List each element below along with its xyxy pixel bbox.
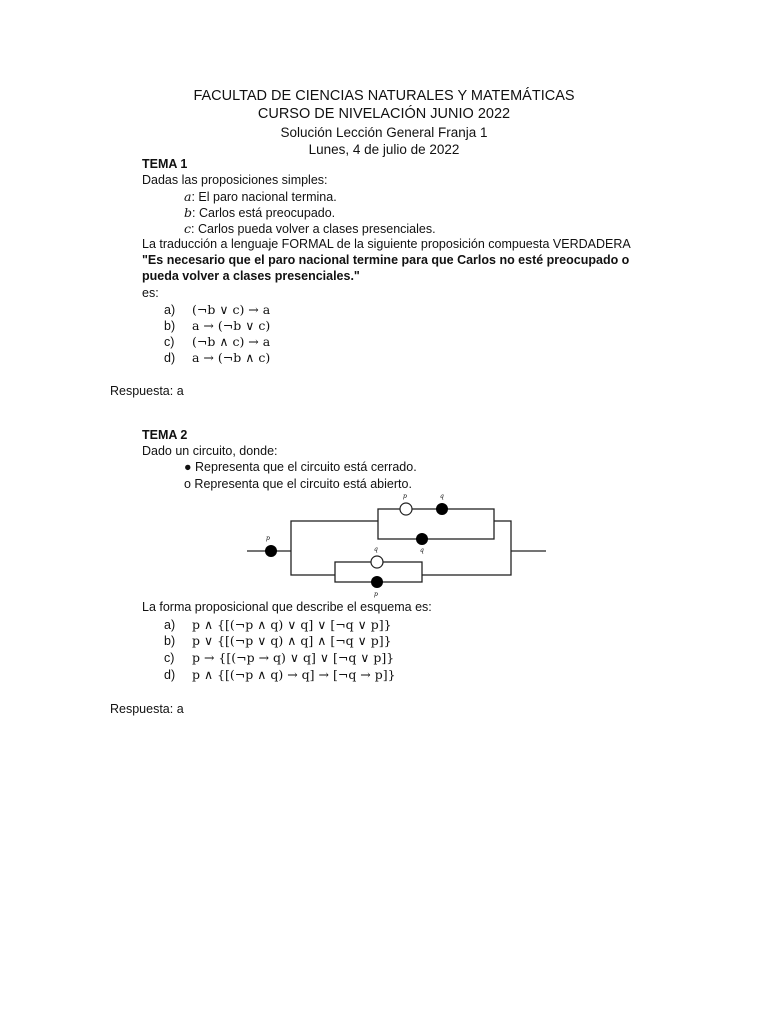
label-p-bottom: p [374,591,378,598]
tema1-statement: La traducción a lenguaje FORMAL de la siguiente proposición compuesta VERDADERA [142,237,631,251]
option-label: b) [164,634,176,648]
legend-closed: ● Representa que el circuito está cerrado. [184,460,417,474]
option-label: d) [164,351,176,365]
tema2-option-d [164,667,396,682]
prop-b-text: : Carlos está preocupado. [192,206,336,220]
switch-q-open [371,556,383,568]
label-p-left: p [266,535,270,542]
switch-p-closed [265,545,277,557]
option-formula: a → (¬b ∧ c) [192,350,271,365]
option-label: c) [164,335,175,349]
tema1-option-b [164,318,270,333]
tema1-option-d [164,350,270,365]
lesson-title: Solución Lección General Franja 1 [280,125,488,140]
legend-open: o Representa que el circuito está abierto. [184,477,412,491]
tema1-answer: Respuesta: a [110,384,184,398]
tema2-question: La forma proposicional que describe el esquema es: [142,600,432,614]
prop-a-text: : El paro nacional termina. [191,190,337,204]
option-formula: p ∧ {[(¬p ∧ q) → q] → [¬q → p]} [192,667,396,682]
option-label: b) [164,319,176,333]
tema1-quote-line2: pueda volver a clases presenciales." [142,269,360,283]
faculty-title: FACULTAD DE CIENCIAS NATURALES Y MATEMÁTICAS [193,88,575,104]
prop-a [184,189,337,204]
option-label: a) [164,303,176,317]
tema1-option-a [164,302,270,317]
tema1-intro: Dadas las proposiciones simples: [142,173,328,187]
tema2-answer: Respuesta: a [110,702,184,716]
tema2-title: TEMA 2 [142,428,188,442]
switch-q-closed [436,503,448,515]
tema1-es: es: [142,286,159,300]
course-title: CURSO DE NIVELACIÓN JUNIO 2022 [257,106,511,122]
prop-b-var: b [184,205,193,220]
option-label: c) [164,651,175,665]
option-formula: p ∨ {[(¬p ∨ q) ∧ q] ∧ [¬q ∨ p]} [192,633,392,648]
tema2-intro: Dado un circuito, donde: [142,444,278,458]
prop-b [184,205,335,220]
prop-c-var: c [184,221,192,236]
tema2-option-c [164,650,394,665]
switch-q-closed-lower [416,533,428,545]
tema2-option-b [164,633,392,648]
option-label: a) [164,618,176,632]
date-line: Lunes, 4 de julio de 2022 [308,142,460,157]
option-formula: p → {[(¬p → q) ∨ q] ∨ [¬q ∨ p]} [192,650,395,665]
label-p-top: p [403,493,407,500]
tema1-title: TEMA 1 [142,157,188,171]
tema1-option-c [164,334,270,349]
prop-c [184,221,436,236]
label-q-top: q [440,493,444,500]
switch-p-closed-bottom [371,576,383,588]
circuit-diagram [240,488,550,600]
option-formula: p ∧ {[(¬p ∧ q) ∨ q] ∨ [¬q ∨ p]} [192,617,392,632]
option-label: d) [164,668,176,682]
prop-c-text: : Carlos pueda volver a clases presenciales. [191,222,436,236]
label-q-mid: q [420,547,424,554]
tema1-quote-line1: "Es necesario que el paro nacional termine para que Carlos no esté preocupado o [142,253,630,267]
option-formula: (¬b ∧ c) → a [192,334,271,349]
option-formula: (¬b ∨ c) → a [192,302,271,317]
switch-p-open [400,503,412,515]
option-formula: a → (¬b ∨ c) [192,318,271,333]
label-q-bottom: q [374,546,378,553]
prop-a-var: a [184,189,192,204]
tema2-option-a [164,617,392,632]
